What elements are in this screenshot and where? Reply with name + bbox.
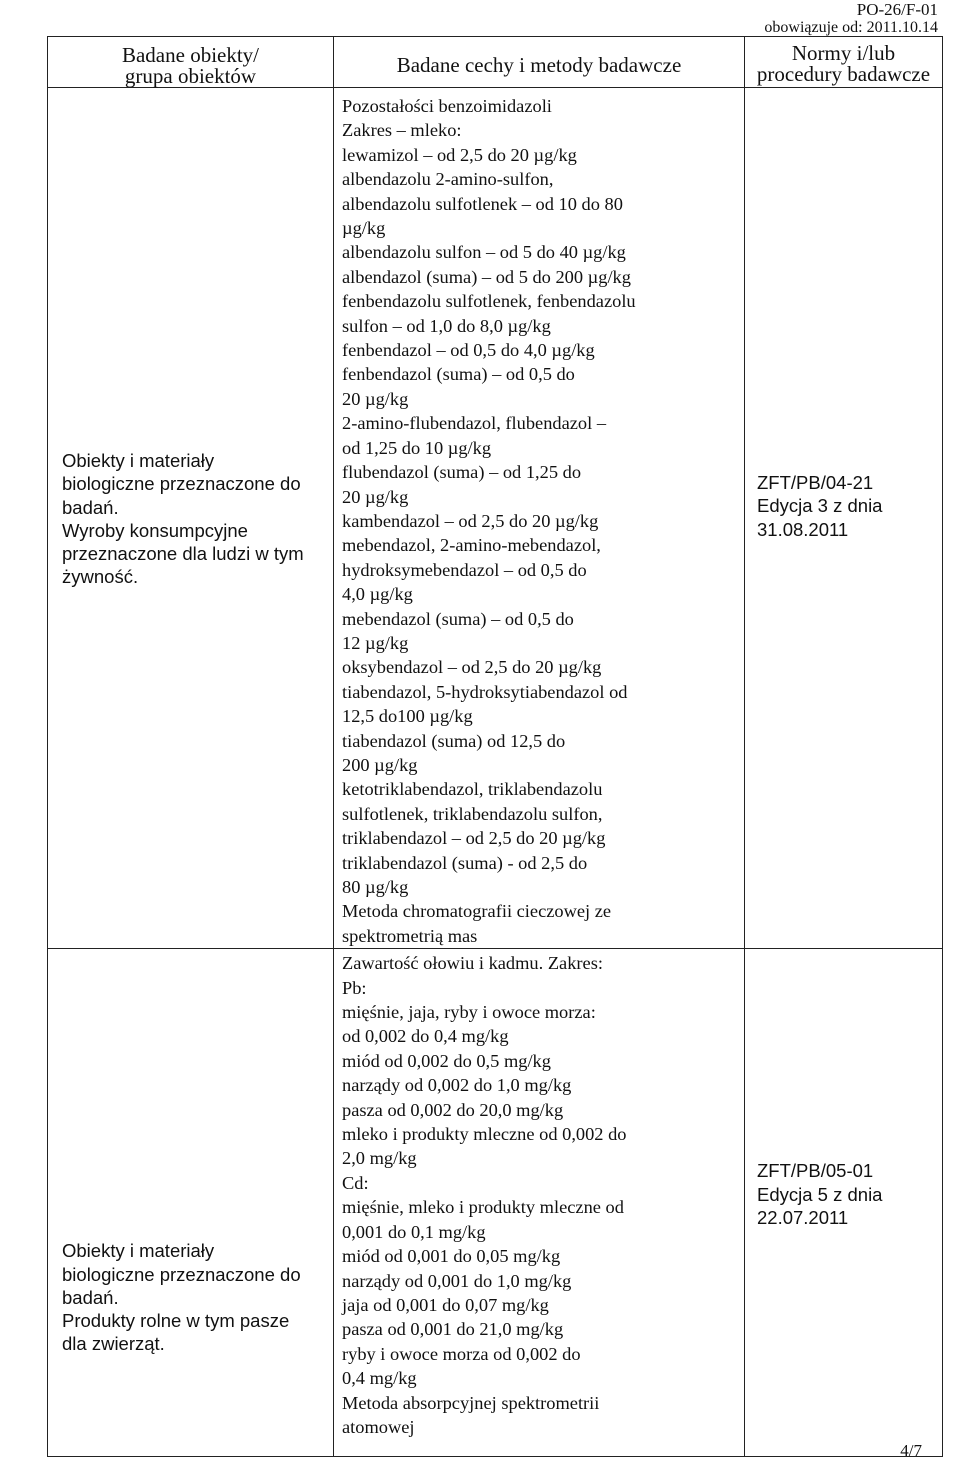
text-line: 0,4 mg/kg [342, 1368, 417, 1389]
norm-cell [745, 88, 943, 949]
text-line: 4,0 µg/kg [342, 584, 413, 605]
text-line: µg/kg [342, 218, 386, 239]
text-line: oksybendazol – od 2,5 do 20 µg/kg [342, 657, 602, 678]
text-line: triklabendazol – od 2,5 do 20 µg/kg [342, 828, 606, 849]
text-line: sulfotlenek, triklabendazolu sulfon, [342, 803, 603, 824]
document-code [764, 1, 938, 37]
text-line: Pozostałości benzoimidazoli [342, 96, 552, 116]
header-row [48, 37, 943, 88]
text-line: ZFT/PB/05-01 [757, 1160, 874, 1182]
text-line: badań. [62, 1286, 119, 1308]
valid-from-date: obowiązuje od: 2011.10.14 [764, 19, 938, 36]
text-line: fenbendazolu sulfotlenek, fenbendazolu [342, 291, 636, 312]
text-line: 12 µg/kg [342, 632, 409, 653]
text-line: fenbendazol (suma) – od 0,5 do [342, 364, 575, 385]
text-line: lewamizol – od 2,5 do 20 µg/kg [342, 144, 577, 165]
text-line: Produkty rolne w tym pasze [62, 1310, 290, 1332]
norm-text [757, 471, 882, 541]
text-line: 2,0 mg/kg [342, 1148, 417, 1169]
text-line: ZFT/PB/04-21 [757, 472, 874, 493]
norm-cell [745, 949, 943, 1457]
text-line: od 0,002 do 0,4 mg/kg [342, 1026, 509, 1047]
text-line: mebendazol (suma) – od 0,5 do [342, 608, 574, 629]
scope-table [47, 36, 943, 1457]
text-line: albendazolu 2-amino-sulfon, [342, 169, 554, 190]
text-line: atomowej [342, 1416, 415, 1437]
header-norms [745, 37, 943, 88]
page-number: 4/7 [900, 1441, 922, 1460]
text-line: miód od 0,001 do 0,05 mg/kg [342, 1246, 561, 1267]
text-line: pasza od 0,002 do 20,0 mg/kg [342, 1099, 564, 1120]
method-text [334, 88, 744, 948]
text-line: Edycja 3 z dnia [757, 495, 883, 517]
objects-text [62, 449, 330, 589]
text-line: mięśnie, mleko i produkty mleczne od [342, 1197, 624, 1218]
text-line: Wyroby konsumpcyjne [62, 519, 248, 541]
text-line: miód od 0,002 do 0,5 mg/kg [342, 1050, 551, 1071]
text-line: 31.08.2011 [757, 518, 849, 540]
text-line: 2-amino-flubendazol, flubendazol – [342, 413, 607, 434]
objects-cell [48, 949, 334, 1457]
text-line: Metoda absorpcyjnej spektrometrii [342, 1392, 600, 1413]
method-cell [334, 949, 745, 1457]
text-line: Obiekty i materiały [62, 1240, 215, 1262]
text-line: Badane obiekty/ [121, 43, 260, 67]
text-line: przeznaczone dla ludzi w tym [62, 543, 304, 565]
text-line: Zakres – mleko: [342, 120, 462, 141]
text-line: kambendazol – od 2,5 do 20 µg/kg [342, 510, 599, 531]
text-line: 0,001 do 0,1 mg/kg [342, 1221, 486, 1242]
text-line: badań. [62, 496, 119, 518]
text-line: 20 µg/kg [342, 388, 409, 409]
table-row [48, 949, 943, 1457]
text-line: Badane cechy i metody badawcze [396, 53, 682, 77]
text-line: 12,5 do100 µg/kg [342, 706, 473, 727]
text-line: Cd: [342, 1172, 369, 1193]
text-line: mleko i produkty mleczne od 0,002 do [342, 1124, 627, 1145]
header-objects [48, 37, 334, 88]
text-line: mebendazol, 2-amino-mebendazol, [342, 535, 601, 556]
text-line: tiabendazol, 5-hydroksytiabendazol od [342, 681, 628, 702]
text-line: triklabendazol (suma) - od 2,5 do [342, 852, 588, 873]
text-line: fenbendazol – od 0,5 do 4,0 µg/kg [342, 340, 595, 361]
text-line: narządy od 0,002 do 1,0 mg/kg [342, 1075, 572, 1096]
objects-text [62, 1239, 330, 1355]
text-line: Obiekty i materiały [62, 450, 215, 471]
text-line: spektrometrią mas [342, 925, 478, 946]
text-line: sulfon – od 1,0 do 8,0 µg/kg [342, 315, 551, 336]
text-line: ketotriklabendazol, triklabendazolu [342, 779, 603, 800]
text-line: ryby i owoce morza od 0,002 do [342, 1343, 581, 1364]
table-row [48, 88, 943, 949]
text-line: dla zwierząt. [62, 1333, 165, 1355]
text-line: Pb: [342, 977, 367, 998]
text-line: Normy i/lub [791, 41, 896, 65]
objects-cell [48, 88, 334, 949]
method-cell [334, 88, 745, 949]
norm-text [757, 1159, 882, 1229]
text-line: narządy od 0,001 do 1,0 mg/kg [342, 1270, 572, 1291]
method-text [334, 949, 744, 1439]
text-line: od 1,25 do 10 µg/kg [342, 437, 492, 458]
text-line: mięśnie, jaja, ryby i owoce morza: [342, 1002, 596, 1023]
text-line: grupa obiektów [124, 64, 257, 88]
text-line: biologiczne przeznaczone do [62, 473, 301, 495]
header-methods [334, 37, 745, 88]
text-line: hydroksymebendazol – od 0,5 do [342, 559, 587, 580]
text-line: pasza od 0,001 do 21,0 mg/kg [342, 1319, 564, 1340]
text-line: biologiczne przeznaczone do [62, 1263, 301, 1285]
text-line: albendazolu sulfotlenek – od 10 do 80 [342, 193, 623, 214]
text-line: 80 µg/kg [342, 877, 409, 897]
text-line: procedury badawcze [756, 62, 931, 86]
text-line: 200 µg/kg [342, 754, 418, 775]
text-line: 20 µg/kg [342, 486, 409, 507]
text-line: jaja od 0,001 do 0,07 mg/kg [342, 1294, 549, 1315]
text-line: flubendazol (suma) – od 1,25 do [342, 462, 582, 483]
text-line: 22.07.2011 [757, 1206, 849, 1228]
text-line: albendazolu sulfon – od 5 do 40 µg/kg [342, 242, 626, 263]
text-line: tiabendazol (suma) od 12,5 do [342, 730, 566, 751]
text-line: Zawartość ołowiu i kadmu. Zakres: [342, 953, 603, 974]
text-line: Metoda chromatografii cieczowej ze [342, 901, 612, 922]
form-code: PO-26/F-01 [856, 0, 938, 19]
text-line: albendazol (suma) – od 5 do 200 µg/kg [342, 266, 631, 287]
text-line: żywność. [62, 566, 139, 588]
text-line: Edycja 5 z dnia [757, 1183, 883, 1205]
